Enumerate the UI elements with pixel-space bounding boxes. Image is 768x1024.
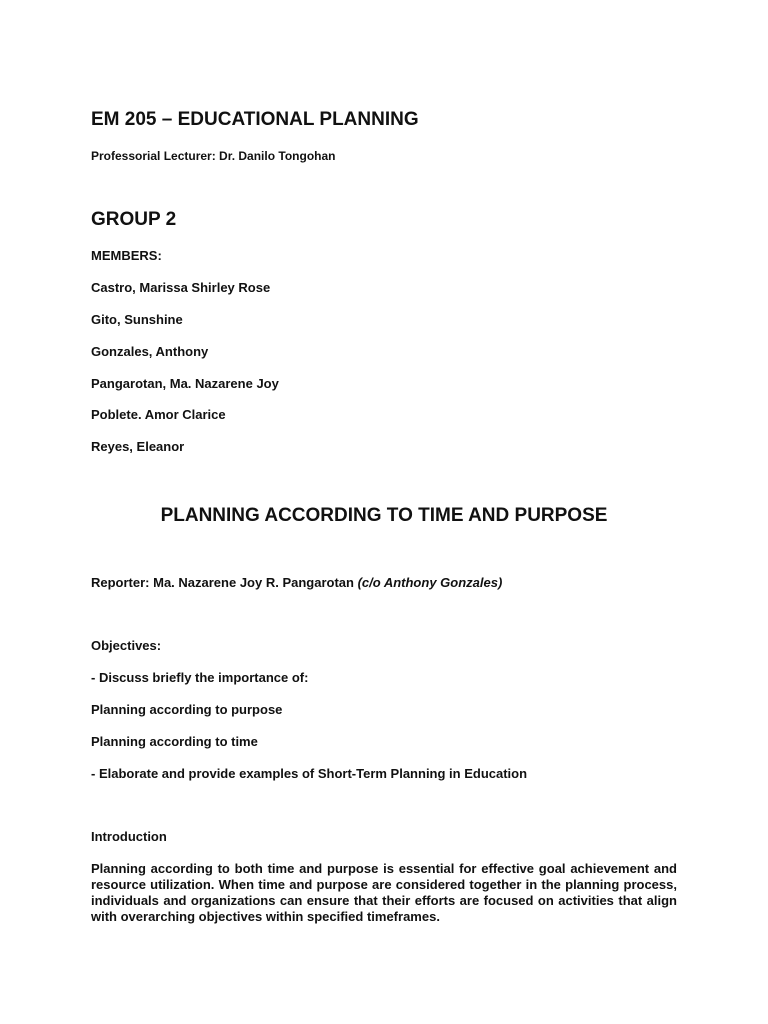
members-label: MEMBERS:: [91, 248, 162, 263]
introduction-paragraph: Planning according to both time and purpose is essential for effective goal achievement and resource utilization. When time and purpose are considered together in the planning process, individuals and organizations can ensure that their efforts are focused on activities that align with overarching objectives within specified timeframes.: [91, 861, 677, 924]
course-title: EM 205 – EDUCATIONAL PLANNING: [91, 109, 419, 130]
group-title: GROUP 2: [91, 209, 177, 230]
objective-item: - Discuss briefly the importance of:: [91, 670, 309, 685]
objective-item: Planning according to time: [91, 734, 258, 749]
lecturer-line: Professorial Lecturer: Dr. Danilo Tongohan: [91, 149, 336, 163]
introduction-heading: Introduction: [91, 829, 167, 844]
member-item: Reyes, Eleanor: [91, 439, 185, 454]
reporter-line: [91, 575, 502, 591]
objectives-label: Objectives:: [91, 638, 162, 653]
member-item: Castro, Marissa Shirley Rose: [91, 280, 271, 295]
topic-title: PLANNING ACCORDING TO TIME AND PURPOSE: [160, 505, 608, 526]
objective-item: Planning according to purpose: [91, 702, 283, 717]
reporter-note: (c/o Anthony Gonzales): [357, 575, 503, 590]
member-item: Pangarotan, Ma. Nazarene Joy: [91, 376, 279, 391]
member-item: Gito, Sunshine: [91, 312, 183, 327]
member-item: Poblete. Amor Clarice: [91, 407, 226, 422]
member-item: Gonzales, Anthony: [91, 344, 209, 359]
reporter-name: Reporter: Ma. Nazarene Joy R. Pangarotan: [91, 575, 354, 590]
objective-item: - Elaborate and provide examples of Short-Term Planning in Education: [91, 766, 528, 781]
